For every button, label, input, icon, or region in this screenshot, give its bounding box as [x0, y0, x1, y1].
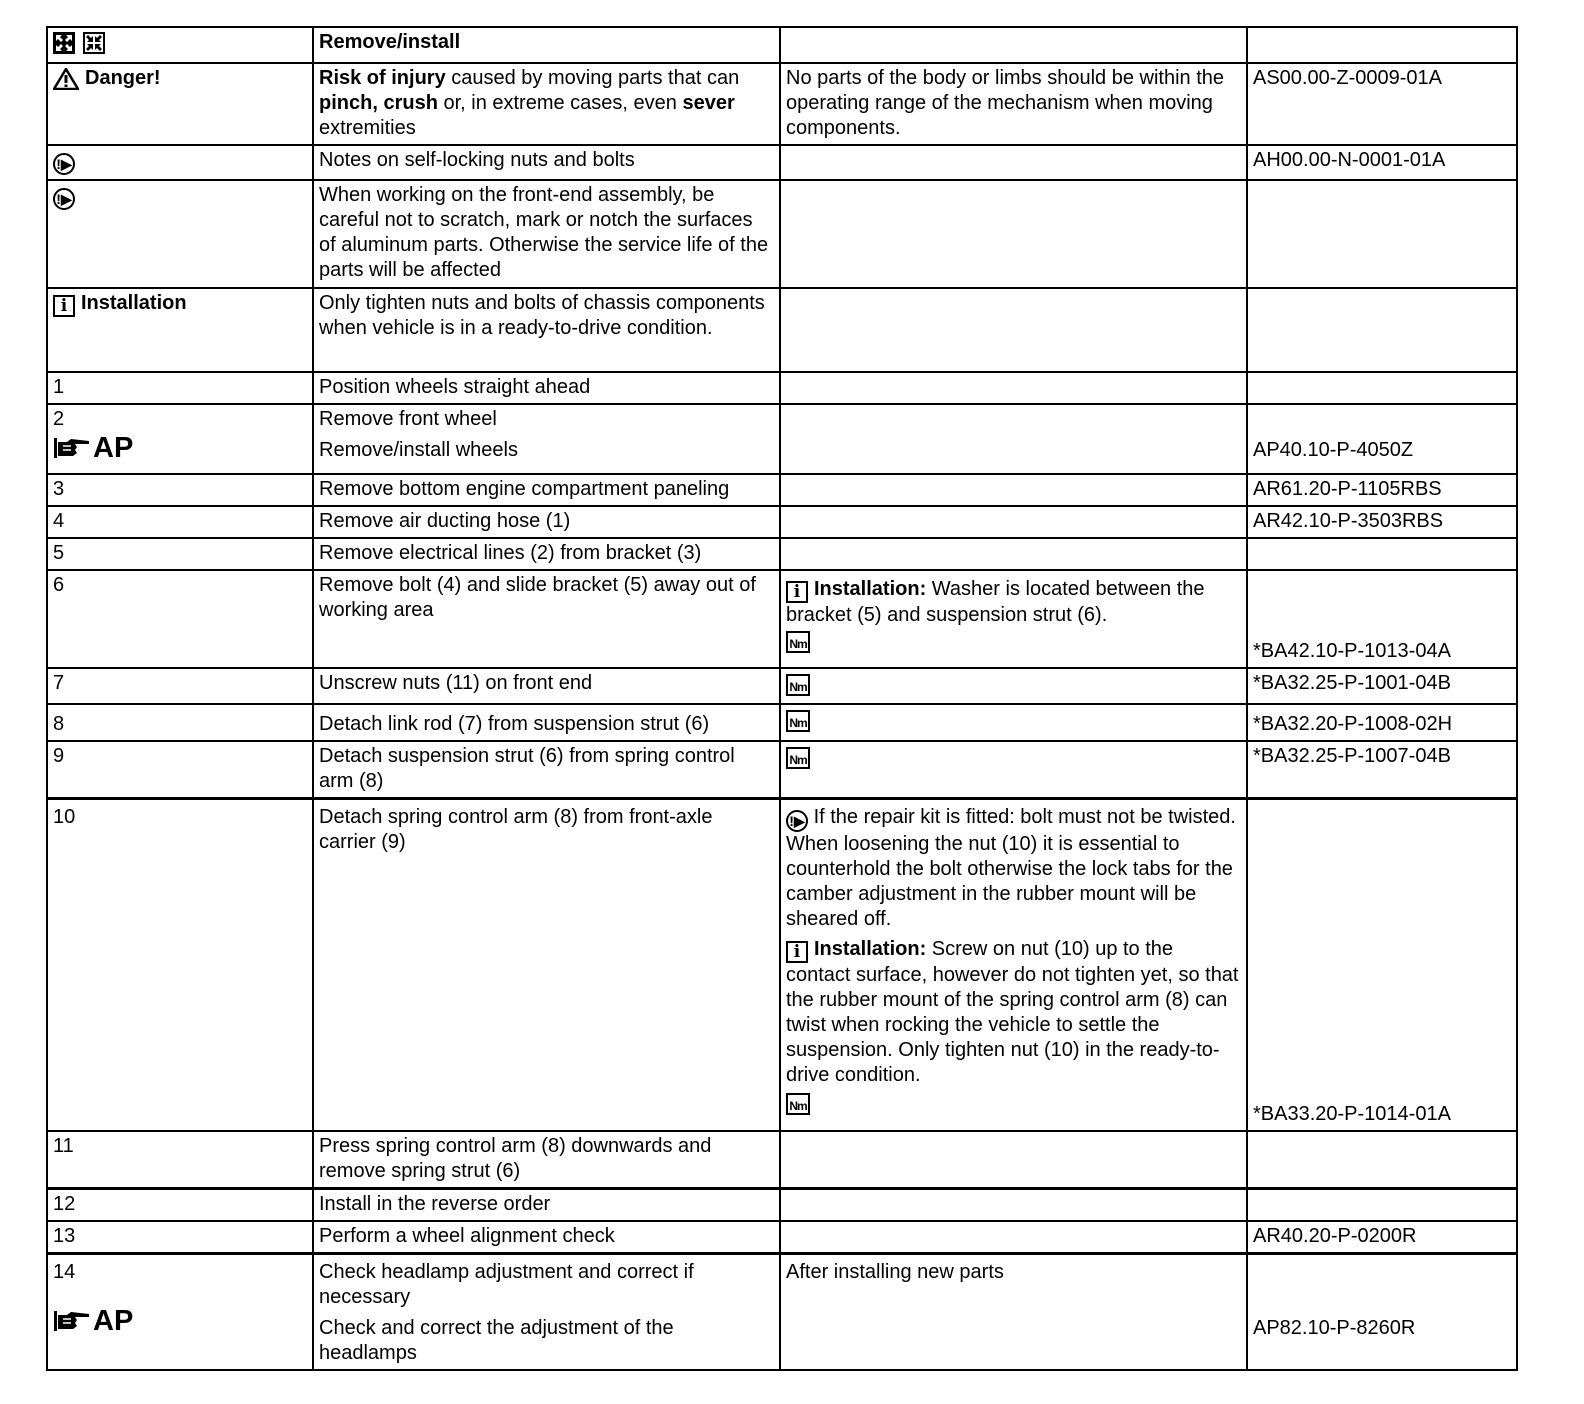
- danger-text-bold: pinch, crush: [319, 92, 438, 114]
- step-row: [47, 372, 1517, 404]
- header-empty-cell: [780, 27, 1247, 63]
- note-empty-cell: [780, 145, 1247, 180]
- step-text: Install in the reverse order: [313, 1188, 780, 1221]
- warning-triangle-icon: [53, 68, 79, 90]
- reference-link[interactable]: AR40.20-P-0200R: [1253, 1224, 1417, 1247]
- danger-row: [47, 63, 1517, 145]
- step-note: [780, 538, 1247, 570]
- note-text: Notes on self-locking nuts and bolts: [313, 145, 780, 180]
- info-icon: i: [786, 941, 808, 963]
- step-number: 10: [47, 799, 313, 1131]
- danger-text-bold: sever: [682, 92, 735, 114]
- step-number: 3: [47, 474, 313, 506]
- reference-link[interactable]: AP82.10-P-8260R: [1253, 1316, 1416, 1339]
- step-note: [780, 404, 1247, 474]
- danger-text: or, in extreme cases, even: [437, 92, 683, 114]
- reference-link[interactable]: *BA42.10-P-1013-04A: [1253, 640, 1451, 662]
- danger-instruction: No parts of the body or limbs should be within the operating range of the mechanism when moving components.: [780, 63, 1247, 145]
- step-text: Remove electrical lines (2) from bracket (3): [313, 538, 780, 570]
- reference-link[interactable]: AP40.10-P-4050Z: [1253, 439, 1414, 461]
- procedure-table: [46, 26, 1518, 1371]
- step-reference[interactable]: [1247, 506, 1517, 538]
- step-note-cell: [780, 799, 1247, 1131]
- step-reference-cell: [1247, 404, 1517, 474]
- header-icons-cell: [47, 27, 313, 63]
- header-row: [47, 27, 1517, 63]
- step-text: Press spring control arm (8) downwards and remove spring strut (6): [313, 1131, 780, 1189]
- step-text: Remove bolt (4) and slide bracket (5) away out of working area: [313, 570, 780, 668]
- reference-link[interactable]: *BA32.25-P-1001-04B: [1253, 672, 1451, 694]
- step-text: Perform a wheel alignment check: [313, 1221, 780, 1254]
- step-number: 11: [47, 1131, 313, 1189]
- torque-icon[interactable]: Nm: [786, 674, 810, 696]
- step-text: Position wheels straight ahead: [313, 372, 780, 404]
- step-note: [780, 506, 1247, 538]
- pointing-hand-icon: [53, 436, 91, 460]
- procedure-document: [46, 26, 1516, 1371]
- step-row: [47, 668, 1517, 704]
- warning-note-text: If the repair kit is fitted: bolt must not be twisted. When loosening the nut (10) it is essential to counterhold the bolt otherwise the lock tabs for the camber adjustment in the rubber mount will be sheared off.: [786, 806, 1236, 930]
- note-icon-cell: [47, 145, 313, 180]
- step-note: [780, 1131, 1247, 1189]
- step-text: Detach link rod (7) from suspension strut (6): [313, 704, 780, 741]
- step-reference: [1247, 1188, 1517, 1221]
- ap-reference-marker: [53, 1305, 133, 1337]
- step-row: [47, 799, 1517, 1131]
- step-row: [47, 1221, 1517, 1254]
- step-row: [47, 1131, 1517, 1189]
- step-number-cell: [47, 404, 313, 474]
- step-reference: [1247, 372, 1517, 404]
- step-reference: [1247, 538, 1517, 570]
- installation-row: [47, 288, 1517, 372]
- note-text: Screw on nut (10) up to the contact surface, however do not tighten yet, so that the rubber mount of the spring control arm (8) can twist when rocking the vehicle to settle the suspension. Only tighten nut (10) in the ready-to-drive condition.: [786, 938, 1239, 1086]
- note-icon-cell: [47, 180, 313, 288]
- step-reference[interactable]: [1247, 474, 1517, 506]
- step-text-cell: [313, 404, 780, 474]
- step-note: [780, 372, 1247, 404]
- note-label: Installation:: [814, 578, 927, 600]
- step-reference[interactable]: [1247, 704, 1517, 741]
- note-icon: !▶: [53, 188, 75, 210]
- step-note: [780, 1188, 1247, 1221]
- step-reference: [1247, 1131, 1517, 1189]
- step-text: Remove air ducting hose (1): [313, 506, 780, 538]
- ap-label: AP: [93, 432, 134, 464]
- step-reference[interactable]: [1247, 1221, 1517, 1254]
- step-number: 12: [47, 1188, 313, 1221]
- step-text: Check headlamp adjustment and correct if necessary: [319, 1260, 694, 1308]
- step-number: 13: [47, 1221, 313, 1254]
- reference-link[interactable]: AS00.00-Z-0009-01A: [1253, 67, 1443, 89]
- step-row: [47, 741, 1517, 799]
- torque-icon[interactable]: Nm: [786, 710, 810, 732]
- warning-note-icon: !▶: [786, 810, 808, 832]
- note-empty-cell: [1247, 180, 1517, 288]
- step-note-cell: [780, 668, 1247, 704]
- step-number: 1: [47, 372, 313, 404]
- step-text: Unscrew nuts (11) on front end: [313, 668, 780, 704]
- danger-text-bold: Risk of injury: [319, 67, 446, 89]
- step-row: [47, 474, 1517, 506]
- note-empty-cell: [780, 180, 1247, 288]
- step-row: [47, 506, 1517, 538]
- step-row: [47, 570, 1517, 668]
- ap-text[interactable]: Check and correct the adjustment of the headlamps: [319, 1316, 674, 1364]
- step-number: 9: [47, 741, 313, 799]
- step-text: Remove bottom engine compartment paneling: [313, 474, 780, 506]
- reference-link[interactable]: *BA32.25-P-1007-04B: [1253, 745, 1451, 767]
- step-number-cell: [47, 1253, 313, 1370]
- step-row: [47, 1188, 1517, 1221]
- installation-empty-cell: [1247, 288, 1517, 372]
- step-reference-cell: [1247, 799, 1517, 1131]
- info-icon: i: [53, 295, 75, 317]
- danger-text: caused by moving parts that can: [445, 67, 740, 89]
- note-row: [47, 145, 1517, 180]
- ap-label: AP: [93, 1304, 134, 1337]
- header-empty-cell: [1247, 27, 1517, 63]
- header-title-text: Remove/install: [319, 31, 461, 53]
- danger-label-cell: [47, 63, 313, 145]
- step-note-cell: [780, 741, 1247, 799]
- reference-link[interactable]: *BA33.20-P-1014-01A: [1253, 1102, 1451, 1125]
- step-note-cell: [780, 570, 1247, 668]
- step-text: Detach spring control arm (8) from front-axle carrier (9): [313, 799, 780, 1131]
- note-text: When working on the front-end assembly, be careful not to scratch, mark or notch the surfaces of aluminum parts. Otherwise the service life of the parts will be affected: [313, 180, 780, 288]
- reference-link[interactable]: AR42.10-P-3503RBS: [1253, 510, 1444, 532]
- step-number: 6: [47, 570, 313, 668]
- step-row: [47, 404, 1517, 474]
- expand-icon[interactable]: [53, 32, 75, 54]
- step-row: [47, 704, 1517, 741]
- danger-description: [313, 63, 780, 145]
- installation-empty-cell: [780, 288, 1247, 372]
- ap-text[interactable]: Remove/install wheels: [319, 439, 518, 461]
- step-row: [47, 538, 1517, 570]
- note-reference[interactable]: [1247, 145, 1517, 180]
- step-reference[interactable]: [1247, 668, 1517, 704]
- step-number: 14: [53, 1260, 76, 1283]
- step-number: 5: [47, 538, 313, 570]
- step-reference-cell: [1247, 570, 1517, 668]
- installation-label: Installation: [81, 292, 187, 314]
- pointing-hand-icon: [53, 1309, 91, 1333]
- torque-icon[interactable]: Nm: [786, 631, 810, 653]
- torque-icon[interactable]: Nm: [786, 1093, 810, 1115]
- danger-label: Danger!: [85, 67, 161, 89]
- ap-reference-marker: [53, 432, 133, 464]
- note-icon: !▶: [53, 153, 75, 175]
- step-number: 8: [47, 704, 313, 741]
- step-text: Detach suspension strut (6) from spring control arm (8): [313, 741, 780, 799]
- danger-reference[interactable]: [1247, 63, 1517, 145]
- step-number: 7: [47, 668, 313, 704]
- installation-label-cell: [47, 288, 313, 372]
- step-text: Remove front wheel: [319, 408, 497, 430]
- step-note: After installing new parts: [780, 1253, 1247, 1370]
- step-number: 2: [53, 408, 65, 430]
- info-icon: i: [786, 581, 808, 603]
- installation-text: Only tighten nuts and bolts of chassis components when vehicle is in a ready-to-drive condition.: [313, 288, 780, 372]
- step-note: [780, 1221, 1247, 1254]
- torque-icon[interactable]: Nm: [786, 747, 810, 769]
- note-label: Installation:: [814, 938, 927, 960]
- reference-link[interactable]: AH00.00-N-0001-01A: [1253, 149, 1446, 171]
- step-note-cell: [780, 704, 1247, 741]
- reference-link[interactable]: AR61.20-P-1105RBS: [1253, 478, 1442, 500]
- step-text-cell: [313, 1253, 780, 1370]
- danger-text: extremities: [319, 117, 416, 139]
- step-number: 4: [47, 506, 313, 538]
- note-text: Washer is located between the bracket (5) and suspension strut (6).: [786, 578, 1205, 626]
- note-row: [47, 180, 1517, 288]
- step-reference-cell: [1247, 1253, 1517, 1370]
- header-title: [313, 27, 780, 63]
- collapse-icon[interactable]: [83, 32, 105, 54]
- step-row: [47, 1253, 1517, 1370]
- step-reference[interactable]: [1247, 741, 1517, 799]
- step-note: [780, 474, 1247, 506]
- reference-link[interactable]: *BA32.20-P-1008-02H: [1253, 713, 1453, 735]
